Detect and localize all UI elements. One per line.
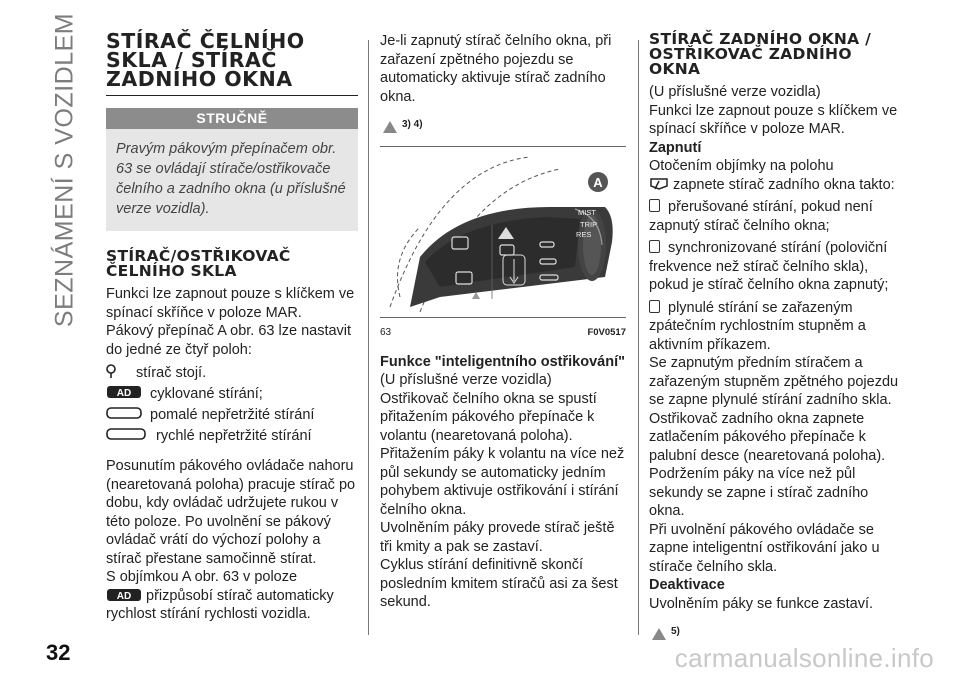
- figure-63: [380, 146, 626, 318]
- warning-refs: [382, 112, 626, 134]
- column-2: [380, 32, 626, 612]
- section-title: [649, 32, 901, 77]
- body-paragraph: Je-li zapnutý stírač čelního okna, při zařazení zpětného pojezdu se automaticky aktivuje stírač zadního okna.: [380, 33, 612, 105]
- section-title-line: SKLA / STÍRAČ: [106, 48, 277, 72]
- subsection-title-line: STÍRAČ/OSTŘIKOVAČ: [106, 247, 291, 265]
- mode-text: stírač stojí.: [136, 365, 207, 382]
- section-title-line: ZADNÍHO OKNA: [106, 67, 293, 91]
- warning-icon: [382, 120, 398, 134]
- mode-row-slow: [106, 405, 358, 426]
- body-paragraph: Otočením objímky na polohu: [649, 158, 834, 174]
- summary-label: STRUČNĚ: [106, 108, 358, 129]
- figure-code: F0V0517: [587, 327, 626, 338]
- section-title: [106, 29, 358, 91]
- mode-row-fast: [106, 426, 358, 447]
- wiper-intermittent-icon: [106, 385, 150, 405]
- body-paragraph: [106, 587, 358, 624]
- figure-caption: [380, 324, 626, 343]
- figure-label-res: RES: [576, 230, 592, 239]
- column-divider-1: [368, 40, 369, 635]
- body-paragraph: Uvolněním páky se funkce zastaví.: [649, 595, 874, 612]
- body-paragraph: Podržením páky na více než půl sekundy se zapne i stírač zadního okna.: [649, 466, 869, 519]
- intro-text: Funkci lze zapnout pouze s klíčkem ve spínací skříňce v poloze MAR.: [106, 286, 355, 321]
- bullet-icon: [649, 240, 660, 253]
- section-title-line: OKNA: [649, 60, 701, 78]
- warning-refs: [651, 619, 901, 641]
- wiper-fast-icon: [106, 427, 156, 446]
- subsection-title: [106, 249, 358, 279]
- wiper-off-icon: [106, 363, 136, 385]
- body-paragraph: Se zapnutým předním stíračem a zařazeným stupněm zpětného pojezdu se zapne plynulé stírání zadního skla.: [649, 355, 899, 408]
- subsection-heading: Funkce "inteligentního ostřikování": [380, 353, 625, 370]
- body-paragraph: Posunutím pákového ovládače nahoru (nearetovaná poloha) pracuje stírač po dobu, kdy ovládač udržujete rukou v této poloze. Po uvolnění se pákový ovládač vrátí do výchozí polohy a stírač přestane samočinně stírat.: [106, 458, 356, 567]
- figure-callout-a: A: [593, 175, 603, 190]
- mode-text: pomalé nepřetržité stírání: [150, 407, 315, 424]
- body-paragraph: [649, 176, 901, 195]
- subsection-heading-on: Zapnutí: [649, 139, 702, 156]
- title-rule: [106, 95, 358, 96]
- version-note: (U příslušné verze vozidla): [380, 372, 552, 388]
- body-text: zapnete stírač zadního okna takto:: [673, 176, 895, 193]
- section-side-tab-text: SEZNÁMENÍ S VOZIDLEM: [50, 12, 79, 328]
- warning-refs-text: 5): [671, 625, 680, 637]
- svg-text:AD: AD: [116, 590, 132, 602]
- body-paragraph: Uvolněním páky provede stírač ještě tři kmity a pak se zastaví.: [380, 520, 615, 555]
- body-paragraph: Funkci lze zapnout pouze s klíčkem ve spínací skříňce v poloze MAR.: [649, 102, 898, 137]
- mode-row-off: [106, 363, 358, 384]
- bullet-text: synchronizované stírání (poloviční frekvence než stírač čelního skla), pokud je stírač čelního okna zapnutý;: [649, 240, 889, 293]
- bullet-text: přerušované stírání, pokud není zapnutý stírač čelního okna;: [649, 199, 873, 234]
- section-title-line: STÍRAČ ČELNÍHO: [106, 29, 305, 53]
- bullet-item: [649, 239, 901, 295]
- bullet-icon: [649, 199, 660, 212]
- svg-text:AD: AD: [116, 387, 132, 399]
- warning-icon: [651, 627, 667, 641]
- body-paragraph: [106, 568, 358, 587]
- body-paragraph: Cyklus stírání definitivně skončí posledním kmitem stíračů asi za šest sekund.: [380, 557, 618, 610]
- watermark: carmanualsonline.info: [674, 643, 934, 673]
- section-side-tab: [40, 12, 90, 328]
- figure-label-mist: MIST: [578, 208, 596, 217]
- subsection-heading-off: Deaktivace: [649, 577, 725, 593]
- bullet-icon: [649, 300, 660, 313]
- figure-number: 63: [380, 327, 392, 338]
- page-number: 32: [46, 640, 71, 665]
- rear-wiper-icon: [649, 177, 669, 191]
- column-1: [106, 29, 358, 624]
- figure-label-trip: TRIP: [580, 220, 598, 229]
- body-text: S objímkou A obr. 63 v poloze: [106, 569, 298, 585]
- intro-text-2: Pákový přepínač A obr. 63 lze nastavit do jedné ze čtyř poloh:: [106, 323, 352, 358]
- body-paragraph: Ostřikovač zadního okna zapnete zatlačením pákového přepínače k palubní desce (nearetovaná poloha).: [649, 410, 886, 464]
- column-3: [649, 32, 901, 641]
- body-paragraph: Ostřikovač čelního okna se spustí přitažením pákového přepínače k volantu (nearetovaná poloha).: [380, 390, 597, 444]
- summary-box: Pravým pákovým přepínačem obr. 63 se ovládají stírače/ostřikovače čelního a zadního okna (u příslušné verze vozidla).: [106, 129, 358, 231]
- bullet-item: [649, 299, 901, 355]
- subsection-title-line: ČELNÍHO SKLA: [106, 262, 237, 280]
- column-divider-2: [638, 40, 639, 635]
- bullet-item: [649, 198, 901, 235]
- wiper-stalk-illustration: [380, 147, 626, 317]
- section-title-line: OSTŘIKOVAČ ZADNÍHO: [649, 45, 852, 63]
- mode-text: rychlé nepřetržité stírání: [156, 428, 312, 445]
- body-text: přizpůsobí stírač automaticky rychlost stírání rychlosti vozidla.: [106, 587, 334, 622]
- warning-refs-text: 3) 4): [402, 118, 423, 130]
- bullet-text: plynulé stírání se zařazeným zpátečním rychlostním stupněm a aktivním příkazem.: [649, 299, 866, 353]
- mode-text: cyklované stírání;: [150, 386, 263, 403]
- section-title-line: STÍRAČ ZADNÍHO OKNA /: [649, 30, 872, 48]
- body-paragraph: Při uvolnění pákového ovládače se zapne inteligentní ostřikování jako u stírače čelního skla.: [649, 521, 880, 575]
- version-note: (U příslušné verze vozidla): [649, 84, 821, 100]
- wiper-auto-icon: [106, 588, 142, 602]
- mode-row-intermittent: [106, 384, 358, 405]
- body-paragraph: Přitažením páky k volantu na více než půl sekundy se automaticky jedním pohybem aktivuje ostřikování i stírání čelního okna.: [380, 446, 625, 518]
- wiper-slow-icon: [106, 406, 150, 425]
